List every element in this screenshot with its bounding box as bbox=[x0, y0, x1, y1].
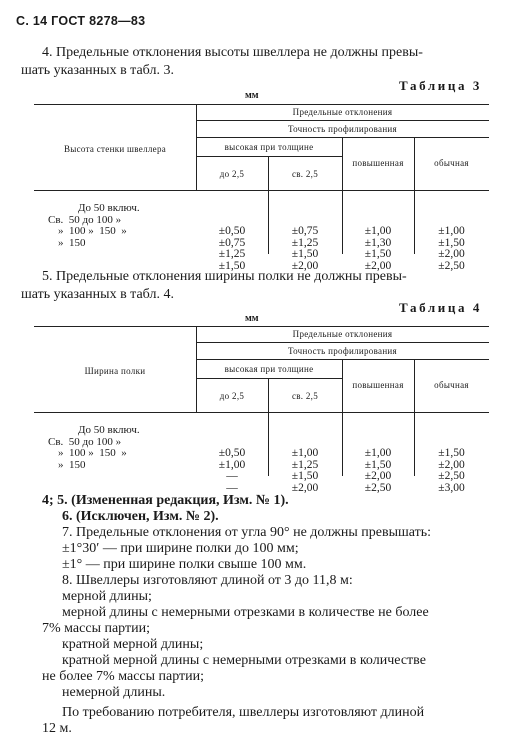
table-4-cell: ±1,50 bbox=[291, 470, 319, 482]
table-3-row-label: » 150 bbox=[58, 236, 86, 249]
table-4-cell: ±0,50 bbox=[218, 447, 246, 459]
table-3-cell: ±1,25 bbox=[291, 236, 319, 249]
table-3-cell: ±1,50 bbox=[291, 248, 319, 260]
table-4-cell: ±2,00 bbox=[438, 458, 465, 471]
note-4-5: 4; 5. (Измененная редакция, Изм. № 1). bbox=[42, 493, 289, 508]
table-4-col4-values bbox=[414, 425, 489, 517]
table-3-unit: мм bbox=[245, 90, 259, 101]
table-4-cell: ±1,50 bbox=[364, 458, 392, 471]
table-3-header-bottom bbox=[34, 190, 489, 191]
note-9-line1: По требованию потребителя, швеллеры изготовляют длиной bbox=[62, 705, 425, 720]
table-3-cell: ±2,00 bbox=[291, 259, 319, 272]
note-8b-line2: 7% массы партии; bbox=[42, 621, 150, 636]
table-3-high-header: высокая при толщине bbox=[224, 142, 314, 152]
table-3-row-label: » 100 » 150 » bbox=[58, 225, 127, 237]
table-3-cell: ±1,25 bbox=[218, 248, 246, 260]
table-3-cell: ±2,00 bbox=[364, 259, 392, 272]
paragraph-4-line2: шать указанных в табл. 3. bbox=[21, 63, 174, 78]
table-4-row-label: » 100 » 150 » bbox=[58, 447, 127, 459]
table-3-cell: ±1,00 bbox=[438, 225, 465, 237]
table-4-line bbox=[196, 378, 342, 379]
table-4-tochn-header: Точность профилирования bbox=[287, 346, 397, 356]
table-4-row-label: До 50 включ. bbox=[78, 424, 140, 436]
table-4-cell: ±2,00 bbox=[291, 481, 319, 494]
table-4-header-bottom bbox=[34, 412, 489, 413]
table-4-cell: ±1,00 bbox=[291, 447, 319, 459]
table-3-col4-header: обычная bbox=[434, 158, 469, 168]
table-3-caption: Таблица 3 bbox=[399, 78, 482, 93]
note-8b-line1: мерной длины с немерными отрезками в количестве не более bbox=[62, 605, 429, 620]
table-4-pred-header: Предельные отклонения bbox=[292, 329, 393, 339]
note-8d-line2: не более 7% массы партии; bbox=[42, 669, 205, 684]
table-4-unit: мм bbox=[245, 313, 259, 324]
note-8c: кратной мерной длины; bbox=[62, 637, 204, 652]
table-3-cell: ±2,00 bbox=[438, 248, 465, 260]
table-3-pred-header: Предельные отклонения bbox=[292, 107, 393, 117]
table-4 bbox=[34, 326, 489, 494]
page-header: С. 14 ГОСТ 8278—83 bbox=[16, 14, 146, 28]
paragraph-4-line1: 4. Предельные отклонения высоты швеллера не должны превы- bbox=[42, 45, 423, 60]
note-7: 7. Предельные отклонения от угла 90° не должны превышать: bbox=[62, 525, 432, 540]
table-4-col3-values bbox=[342, 425, 414, 517]
table-3-line bbox=[196, 156, 342, 157]
table-4-cell: ±1,25 bbox=[291, 458, 319, 471]
table-3 bbox=[34, 104, 489, 272]
table-3-row-label: До 50 включ. bbox=[78, 202, 140, 214]
table-4-col3-header: повышенная bbox=[352, 380, 404, 390]
note-9-line2: 12 м. bbox=[42, 721, 72, 736]
table-4-row-label: Св. 50 до 100 » bbox=[48, 435, 122, 448]
note-8a: мерной длины; bbox=[62, 589, 152, 604]
table-3-cell: ±0,75 bbox=[218, 236, 246, 249]
table-3-col3-header: повышенная bbox=[352, 158, 404, 168]
table-3-row-label-header: Высота стенки швеллера bbox=[63, 144, 167, 154]
note-7b: ±1° — при ширине полки свыше 100 мм. bbox=[62, 557, 307, 572]
table-3-col2-header: св. 2,5 bbox=[291, 169, 319, 179]
table-4-cell: — bbox=[226, 470, 238, 482]
table-4-cell: ±2,50 bbox=[364, 481, 392, 494]
note-8e: немерной длины. bbox=[62, 685, 166, 700]
table-3-cell: ±1,50 bbox=[438, 236, 465, 249]
table-3-line bbox=[196, 120, 489, 121]
table-4-cell: ±1,00 bbox=[218, 458, 246, 471]
paragraph-5-line2: шать указанных в табл. 4. bbox=[21, 287, 174, 302]
paragraph-5 bbox=[21, 268, 482, 304]
table-4-high-header: высокая при толщине bbox=[224, 364, 314, 374]
table-4-col2-header: св. 2,5 bbox=[291, 391, 319, 401]
table-4-cell: — bbox=[226, 481, 238, 494]
table-4-cell: ±1,00 bbox=[364, 447, 392, 459]
table-4-row-label: » 150 bbox=[58, 458, 86, 471]
table-3-row-label: Св. 50 до 100 » bbox=[48, 213, 122, 226]
table-4-cell: ±1,50 bbox=[438, 447, 465, 459]
note-6: 6. (Исключен, Изм. № 2). bbox=[62, 509, 219, 524]
table-4-cell: ±3,00 bbox=[438, 481, 465, 494]
paragraph-4 bbox=[21, 44, 482, 80]
table-4-col1-header: до 2,5 bbox=[219, 391, 245, 401]
paragraph-5-line1: 5. Предельные отклонения ширины полки не должны превы- bbox=[42, 269, 407, 284]
table-3-col1-header: до 2,5 bbox=[219, 169, 245, 179]
table-4-caption: Таблица 4 bbox=[399, 300, 482, 315]
table-3-cell: ±1,50 bbox=[218, 259, 246, 272]
note-8: 8. Швеллеры изготовляют длиной от 3 до 11,8 м: bbox=[62, 573, 353, 588]
table-3-cell: ±1,30 bbox=[364, 236, 392, 249]
note-7a: ±1°30′ — при ширине полки до 100 мм; bbox=[62, 541, 299, 556]
table-3-cell: ±0,50 bbox=[218, 225, 246, 237]
table-3-cell: ±0,75 bbox=[291, 225, 319, 237]
table-3-cell: ±1,50 bbox=[364, 248, 392, 260]
table-3-cell: ±2,50 bbox=[438, 259, 465, 272]
table-4-line bbox=[196, 342, 489, 343]
table-4-row-label-header: Ширина полки bbox=[84, 366, 146, 376]
table-4-cell: ±2,00 bbox=[364, 470, 392, 482]
table-4-col4-header: обычная bbox=[434, 380, 469, 390]
table-4-top-border bbox=[34, 326, 489, 327]
table-4-cell: ±2,50 bbox=[438, 470, 465, 482]
table-3-top-border bbox=[34, 104, 489, 105]
table-3-cell: ±1,00 bbox=[364, 225, 392, 237]
note-8d-line1: кратной мерной длины с немерными отрезками в количестве bbox=[62, 653, 426, 668]
table-3-tochn-header: Точность профилирования bbox=[287, 124, 397, 134]
